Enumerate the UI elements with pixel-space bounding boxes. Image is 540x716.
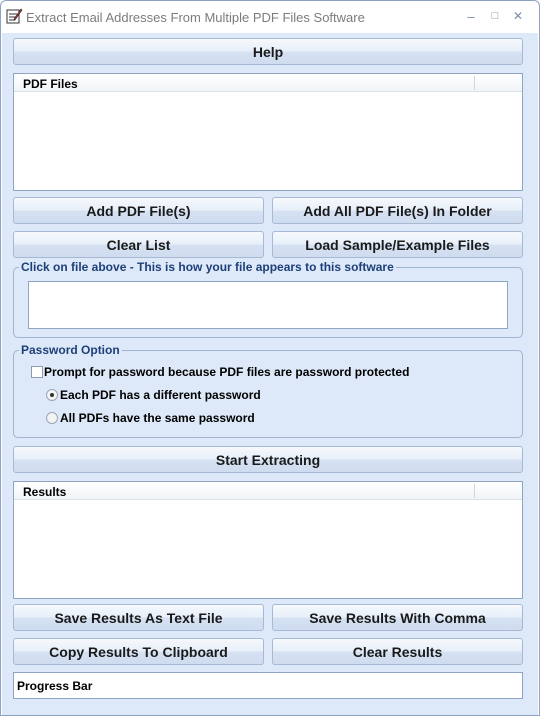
- radio-same-password[interactable]: [46, 412, 58, 424]
- clear-list-button[interactable]: Clear List: [13, 231, 264, 258]
- copy-results-clipboard-button[interactable]: Copy Results To Clipboard: [13, 638, 264, 665]
- minimize-icon[interactable]: –: [467, 8, 475, 24]
- radio-same-password-label[interactable]: All PDFs have the same password: [60, 411, 255, 425]
- results-list[interactable]: [13, 481, 523, 599]
- pdf-files-column-header[interactable]: PDF Files: [23, 77, 78, 91]
- maximize-icon[interactable]: □: [491, 10, 499, 22]
- app-icon: [5, 7, 23, 25]
- save-results-text-button[interactable]: Save Results As Text File: [13, 604, 264, 631]
- progress-bar: [13, 672, 523, 699]
- prompt-password-checkbox[interactable]: [31, 366, 43, 378]
- title-bar[interactable]: [1, 1, 539, 33]
- password-option-legend: Password Option: [21, 343, 120, 357]
- radio-different-password[interactable]: [46, 389, 58, 401]
- results-column-header[interactable]: Results: [23, 485, 67, 499]
- column-separator: [474, 76, 475, 90]
- progress-bar-label: Progress Bar: [17, 679, 93, 693]
- preview-group: [13, 260, 523, 338]
- start-extracting-button[interactable]: Start Extracting: [13, 446, 523, 473]
- load-sample-files-button[interactable]: Load Sample/Example Files: [272, 231, 523, 258]
- pdf-files-list-header: [14, 74, 522, 92]
- password-option-group: [13, 343, 523, 438]
- column-separator: [474, 484, 475, 498]
- window-title: Extract Email Addresses From Multiple PDF Files Software: [26, 10, 365, 25]
- clear-results-button[interactable]: Clear Results: [272, 638, 523, 665]
- save-results-comma-button[interactable]: Save Results With Comma: [272, 604, 523, 631]
- client-area: [2, 33, 538, 715]
- preview-group-legend: Click on file above - This is how your file appears to this software: [21, 260, 394, 274]
- close-icon[interactable]: ✕: [512, 9, 524, 23]
- prompt-password-label[interactable]: Prompt for password because PDF files are password protected: [44, 365, 410, 379]
- add-folder-button[interactable]: Add All PDF File(s) In Folder: [272, 197, 523, 224]
- radio-different-password-label[interactable]: Each PDF has a different password: [60, 388, 261, 402]
- add-pdf-files-button[interactable]: Add PDF File(s): [13, 197, 264, 224]
- help-button[interactable]: Help: [13, 38, 523, 65]
- pdf-files-list[interactable]: [13, 73, 523, 191]
- results-list-header: [14, 482, 522, 500]
- file-preview-textbox[interactable]: [28, 281, 508, 329]
